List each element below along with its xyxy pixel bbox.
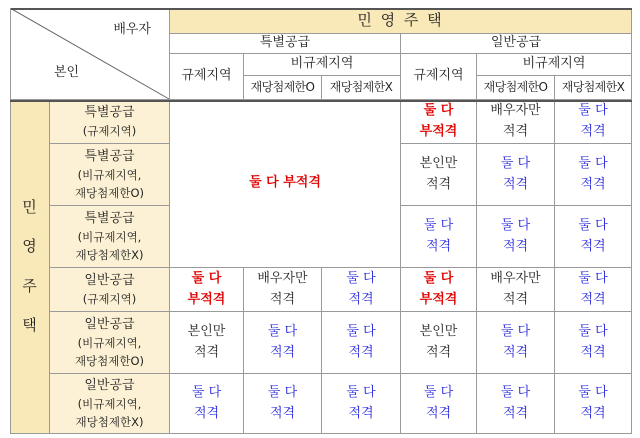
header-general-supply: 일반공급 [401,34,632,54]
header-special-regulated: 규제지역 [170,54,244,100]
side-label-private-housing: 민 영 주 택 [10,100,50,434]
result-cell: 배우자만 적격 [244,268,322,312]
row-header: 일반공급 (비규제지역, 재당첨제한X) [50,374,170,434]
corner-self-label: 본인 [54,64,80,80]
header-general-rewin-x: 재당첨제한X [555,76,632,100]
header-general-rewin-o: 재당첨제한O [477,76,555,100]
result-cell: 본인만 적격 [401,144,477,206]
result-cell: 배우자만 적격 [477,100,555,144]
result-cell: 둘 다 적격 [555,312,632,374]
result-cell: 둘 다 부적격 [401,100,477,144]
result-cell: 둘 다 적격 [401,206,477,268]
header-general-regulated: 규제지역 [401,54,477,100]
row-header: 특별공급 (비규제지역, 재당첨제한O) [50,144,170,206]
corner-spouse-label: 배우자 [113,22,151,37]
header-special-rewin-x: 재당첨제한X [322,76,401,100]
result-cell: 둘 다 적격 [477,312,555,374]
result-cell: 본인만 적격 [170,312,244,374]
table-top-border [10,8,632,10]
header-special-rewin-o: 재당첨제한O [244,76,322,100]
result-cell: 둘 다 부적격 [170,268,244,312]
row-header: 특별공급 (비규제지역, 재당첨제한X) [50,206,170,268]
result-cell: 둘 다 적격 [170,374,244,434]
result-cell: 둘 다 적격 [477,206,555,268]
result-cell: 배우자만 적격 [477,268,555,312]
result-cell: 둘 다 적격 [322,268,401,312]
result-cell: 둘 다 적격 [555,374,632,434]
header-private-housing: 민 영 주 택 [170,8,632,34]
header-divider [10,100,632,102]
result-cell: 둘 다 적격 [244,374,322,434]
header-special-supply: 특별공급 [170,34,401,54]
result-cell: 둘 다 적격 [244,312,322,374]
corner-cell [10,8,170,100]
result-cell: 둘 다 부적격 [401,268,477,312]
row-header: 일반공급 (규제지역) [50,268,170,312]
table-left-border [10,8,11,434]
result-cell: 둘 다 적격 [555,100,632,144]
result-cell: 둘 다 적격 [322,312,401,374]
eligibility-table [10,8,632,434]
result-cell: 본인만 적격 [401,312,477,374]
header-general-non-regulated: 비규제지역 [477,54,632,76]
row-header: 일반공급 (비규제지역, 재당첨제한O) [50,312,170,374]
header-special-non-regulated: 비규제지역 [244,54,401,76]
merged-result-cell: 둘 다 부적격 [170,100,401,268]
result-cell: 둘 다 적격 [555,206,632,268]
result-cell: 둘 다 적격 [322,374,401,434]
result-cell: 둘 다 적격 [555,268,632,312]
result-cell: 둘 다 적격 [401,374,477,434]
result-cell: 둘 다 적격 [555,144,632,206]
result-cell: 둘 다 적격 [477,374,555,434]
row-header: 특별공급 (규제지역) [50,100,170,144]
result-cell: 둘 다 적격 [477,144,555,206]
